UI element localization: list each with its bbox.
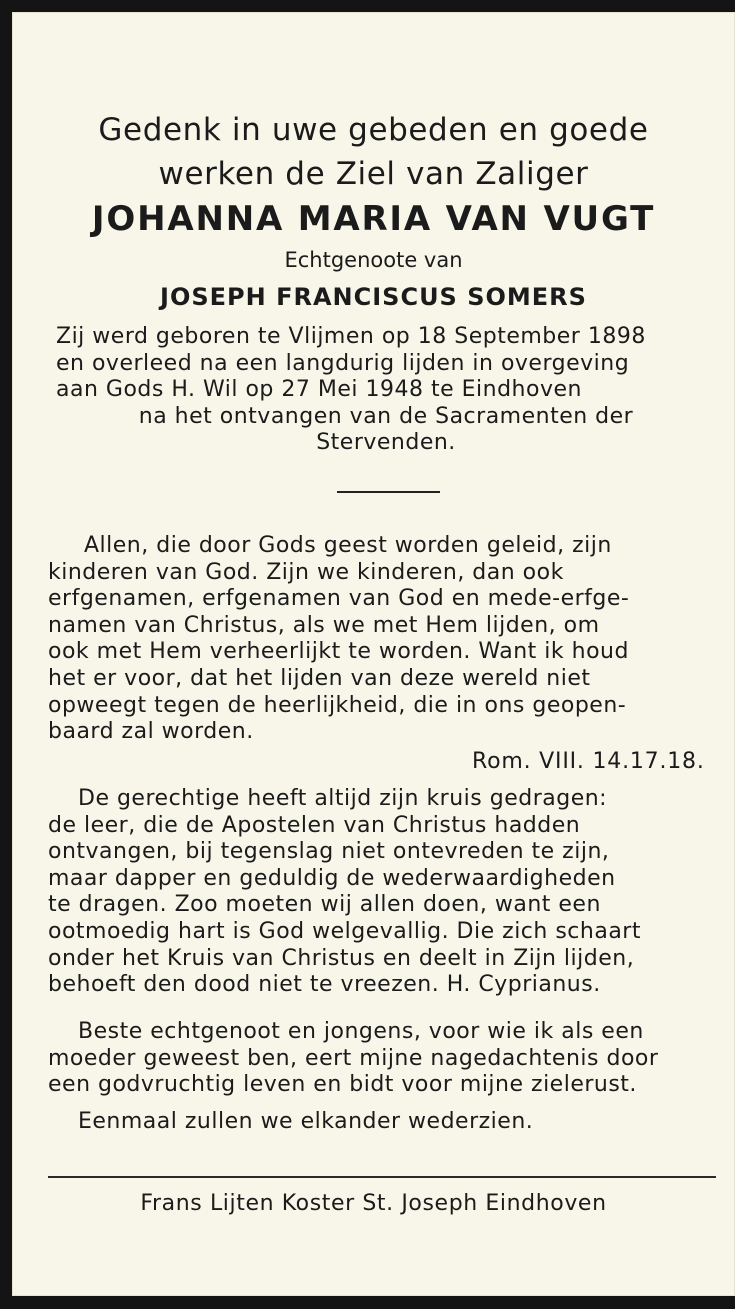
cyprianus-line: de leer, die de Apostelen van Christus hadden xyxy=(48,812,581,838)
closing-line: Eenmaal zullen we elkander wederzien. xyxy=(78,1109,534,1134)
cyprianus-line: ontvangen, bij tegenslag niet ontevreden te zijn, xyxy=(48,839,610,865)
biography-line: Stervenden. xyxy=(316,430,456,456)
card-shadow-edge xyxy=(0,1296,735,1309)
family-line: een godvruchtig leven en bidt voor mijne zielerust. xyxy=(48,1072,637,1098)
biography-line: en overleed na een langdurig lijden in overgeving xyxy=(56,350,630,376)
printer-imprint: Frans Lijten Koster St. Joseph Eindhoven xyxy=(140,1191,607,1216)
scripture-line: het er voor, dat het lijden van deze wereld niet xyxy=(48,665,591,691)
scripture-line: ook met Hem verheerlijkt te worden. Want ik houd xyxy=(48,639,629,665)
cyprianus-line: onder het Kruis van Christus en deelt in Zijn lijden, xyxy=(48,945,635,971)
family-line: Beste echtgenoot en jongens, voor wie ik als een xyxy=(78,1019,644,1044)
biography xyxy=(56,324,716,457)
divider xyxy=(337,491,440,493)
spouse-name: JOSEPH FRANCISCUS SOMERS xyxy=(160,283,587,311)
scripture-line: erfgenamen, erfgenamen van God en mede-erfge- xyxy=(48,586,630,612)
cyprianus-line: ootmoedig hart is God welgevallig. Die zich schaart xyxy=(48,918,641,944)
family-message xyxy=(48,1019,716,1099)
biography-line: Zij werd geboren te Vlijmen op 18 September 1898 xyxy=(56,324,646,349)
intro-line-2: werken de Ziel van Zaliger xyxy=(158,156,589,192)
scripture-quote xyxy=(48,533,716,746)
cyprianus-line: maar dapper en geduldig de wederwaardigheden xyxy=(48,865,616,891)
cyprianus-quote xyxy=(48,786,716,999)
spouse-label: Echtgenoote van xyxy=(284,248,463,272)
cyprianus-line: De gerechtige heeft altijd zijn kruis gedragen: xyxy=(78,786,608,811)
cyprianus-line: behoeft den dood niet te vreezen. H. Cyprianus. xyxy=(48,972,601,998)
footer-rule xyxy=(48,1176,716,1178)
memorial-card xyxy=(12,12,735,1296)
scripture-line: kinderen van God. Zijn we kinderen, dan ook xyxy=(48,559,564,585)
scripture-line: namen van Christus, als we met Hem lijden, om xyxy=(48,612,600,638)
intro-line-1: Gedenk in uwe gebeden en goede xyxy=(98,112,649,148)
deceased-name: JOHANNA MARIA VAN VUGT xyxy=(91,199,656,239)
biography-line: na het ontvangen van de Sacramenten der xyxy=(138,403,634,429)
biography-line: aan Gods H. Wil op 27 Mei 1948 te Eindhoven xyxy=(56,377,582,403)
family-line: moeder geweest ben, eert mijne nagedachtenis door xyxy=(48,1045,659,1071)
scripture-line: opweegt tegen de heerlijkheid, die in ons geopen- xyxy=(48,692,627,718)
cyprianus-line: te dragen. Zoo moeten wij allen doen, want een xyxy=(48,892,601,918)
intro-text xyxy=(12,108,735,196)
scripture-line: baard zal worden. xyxy=(48,719,254,745)
scripture-reference: Rom. VIII. 14.17.18. xyxy=(472,749,705,774)
scripture-line: Allen, die door Gods geest worden geleid, zijn xyxy=(84,533,612,558)
